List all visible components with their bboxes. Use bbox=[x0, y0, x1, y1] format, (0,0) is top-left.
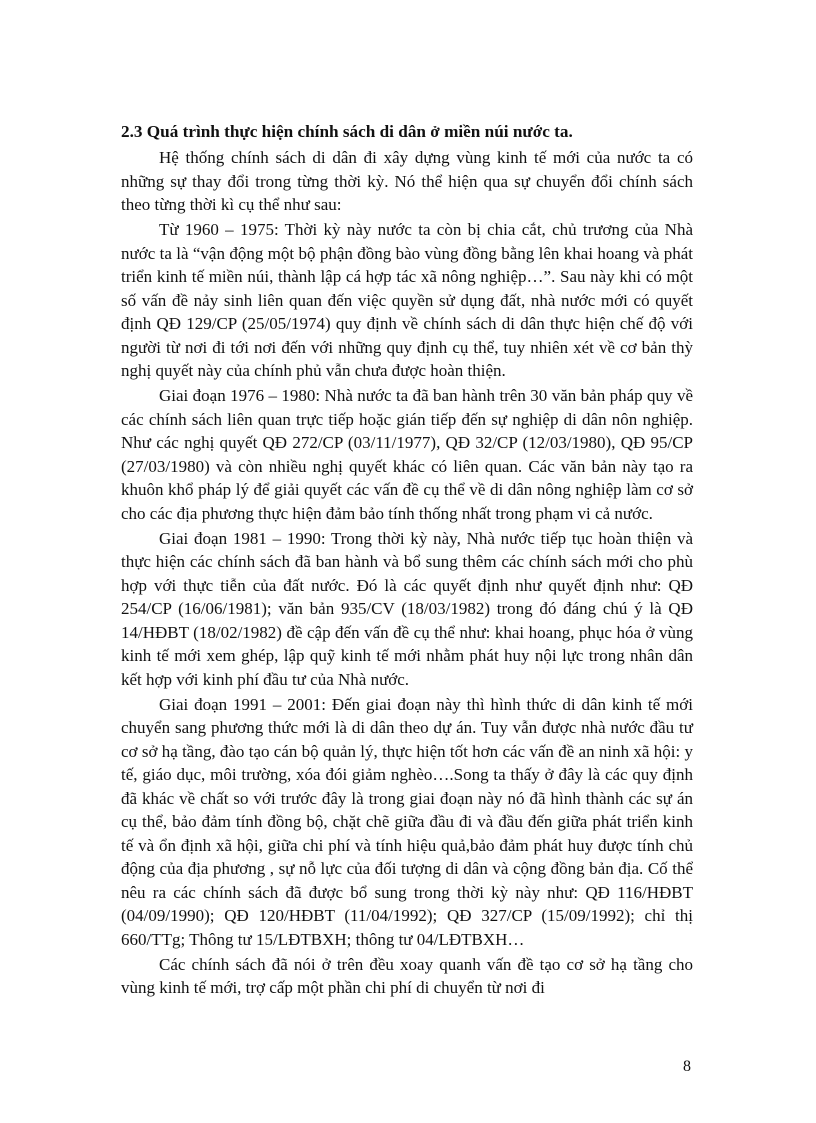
section-heading: 2.3 Quá trình thực hiện chính sách di dân ở miền núi nước ta. bbox=[121, 122, 573, 141]
paragraph-1991-2001: Giai đoạn 1991 – 2001: Đến giai đoạn này thì hình thức di dân kinh tế mới chuyển sang phương thức mới là di dân theo dự án. Tuy vẫn được nhà nước đầu tư cơ sở hạ tầng, đào tạo cán bộ quản lý, thực hiện tốt hơn các vấn đề an ninh xã hội: y tế, giáo dục, môi trường, xóa đói giảm nghèo….Song ta thấy ở đây là các quy định đã khác về chất so với trước đây là trong giai đoạn này nó đã hình thành các sự án cụ thể, bảo đảm tính đồng bộ, chặt chẽ giữa đầu đi và đầu đến giữa phát triển kinh tế và ổn định xã hội, giữa chi phí và tính hiệu quả,bảo đảm phát huy được tính chủ động của địa phương , sự nỗ lực của đối tượng di dân và cộng đồng bản địa. Cố thể nêu ra các chính sách đã được bổ sung trong thời kỳ này như: QĐ 116/HĐBT (04/09/1990); QĐ 120/HĐBT (11/04/1992); QĐ 327/CP (15/09/1992); chỉ thị 660/TTg; Thông tư 15/LĐTBXH; thông tư 04/LĐTBXH… bbox=[121, 694, 693, 949]
paragraph-1960-1975: Từ 1960 – 1975: Thời kỳ này nước ta còn bị chia cắt, chủ trương của Nhà nước ta là “vận động một bộ phận đồng bào vùng đồng bằng lên khai hoang và phát triển kinh tế miền núi, thành lập cá hợp tác xã nông nghiệp…”. Sau này khi có một số vấn đề nảy sinh liên quan đến việc quyền sử dụng đất, nhà nước mới có quyết định QĐ 129/CP (25/05/1974) quy định về chính sách di dân thực hiện chế độ với người từ nơi đi tới nơi đến với những quy định cụ thể, tuy nhiên xét về cơ bản thỳ nghị quyết này của chính phủ vẫn chưa được hoàn thiện. bbox=[121, 220, 693, 380]
document-page bbox=[121, 118, 693, 1001]
paragraph-closing: Các chính sách đã nói ở trên đều xoay quanh vấn đề tạo cơ sở hạ tầng cho vùng kinh tế mới, trợ cấp một phần chi phí di chuyển từ nơi đi bbox=[121, 954, 693, 997]
paragraph-1976-1980: Giai đoạn 1976 – 1980: Nhà nước ta đã ban hành trên 30 văn bản pháp quy về các chính sách liên quan trực tiếp hoặc gián tiếp đến sự nghiệp di dân nôn nghiệp. Như các nghị quyết QĐ 272/CP (03/11/1977), QĐ 32/CP (12/03/1980), QĐ 95/CP (27/03/1980) và còn nhiều nghị quyết khác có liên quan. Các văn bản này tạo ra khuôn khổ pháp lý để giải quyết các vấn đề cụ thể về di dân nông nghiệp làm cơ sở cho các địa phương thực hiện đảm bảo tính thống nhất trong phạm vi cả nước. bbox=[121, 386, 693, 523]
paragraph-intro: Hệ thống chính sách di dân đi xây dựng vùng kinh tế mới của nước ta có những sự thay đổi trong từng thời kỳ. Nó thể hiện qua sự chuyển đổi chính sách theo từng thời kì cụ thể như sau: bbox=[121, 148, 693, 214]
page-number: 8 bbox=[683, 1058, 691, 1075]
paragraph-1981-1990: Giai đoạn 1981 – 1990: Trong thời kỳ này, Nhà nước tiếp tục hoàn thiện và thực hiện các chính sách đã ban hành và bổ sung thêm các chính sách mới cho phù hợp với thực tiễn của đất nước. Đó là các quyết định như quyết định như: QĐ 254/CP (16/06/1981); văn bản 935/CV (18/03/1982) trong đó đáng chú ý là QĐ 14/HĐBT (18/02/1982) đề cập đến vấn đề cụ thể như: khai hoang, phục hóa ở vùng kinh tế mới xem ghép, lập quỹ kinh tế mới nhằm phát huy nội lực trong nhân dân kết hợp với kinh phí đầu tư của Nhà nước. bbox=[121, 528, 693, 689]
